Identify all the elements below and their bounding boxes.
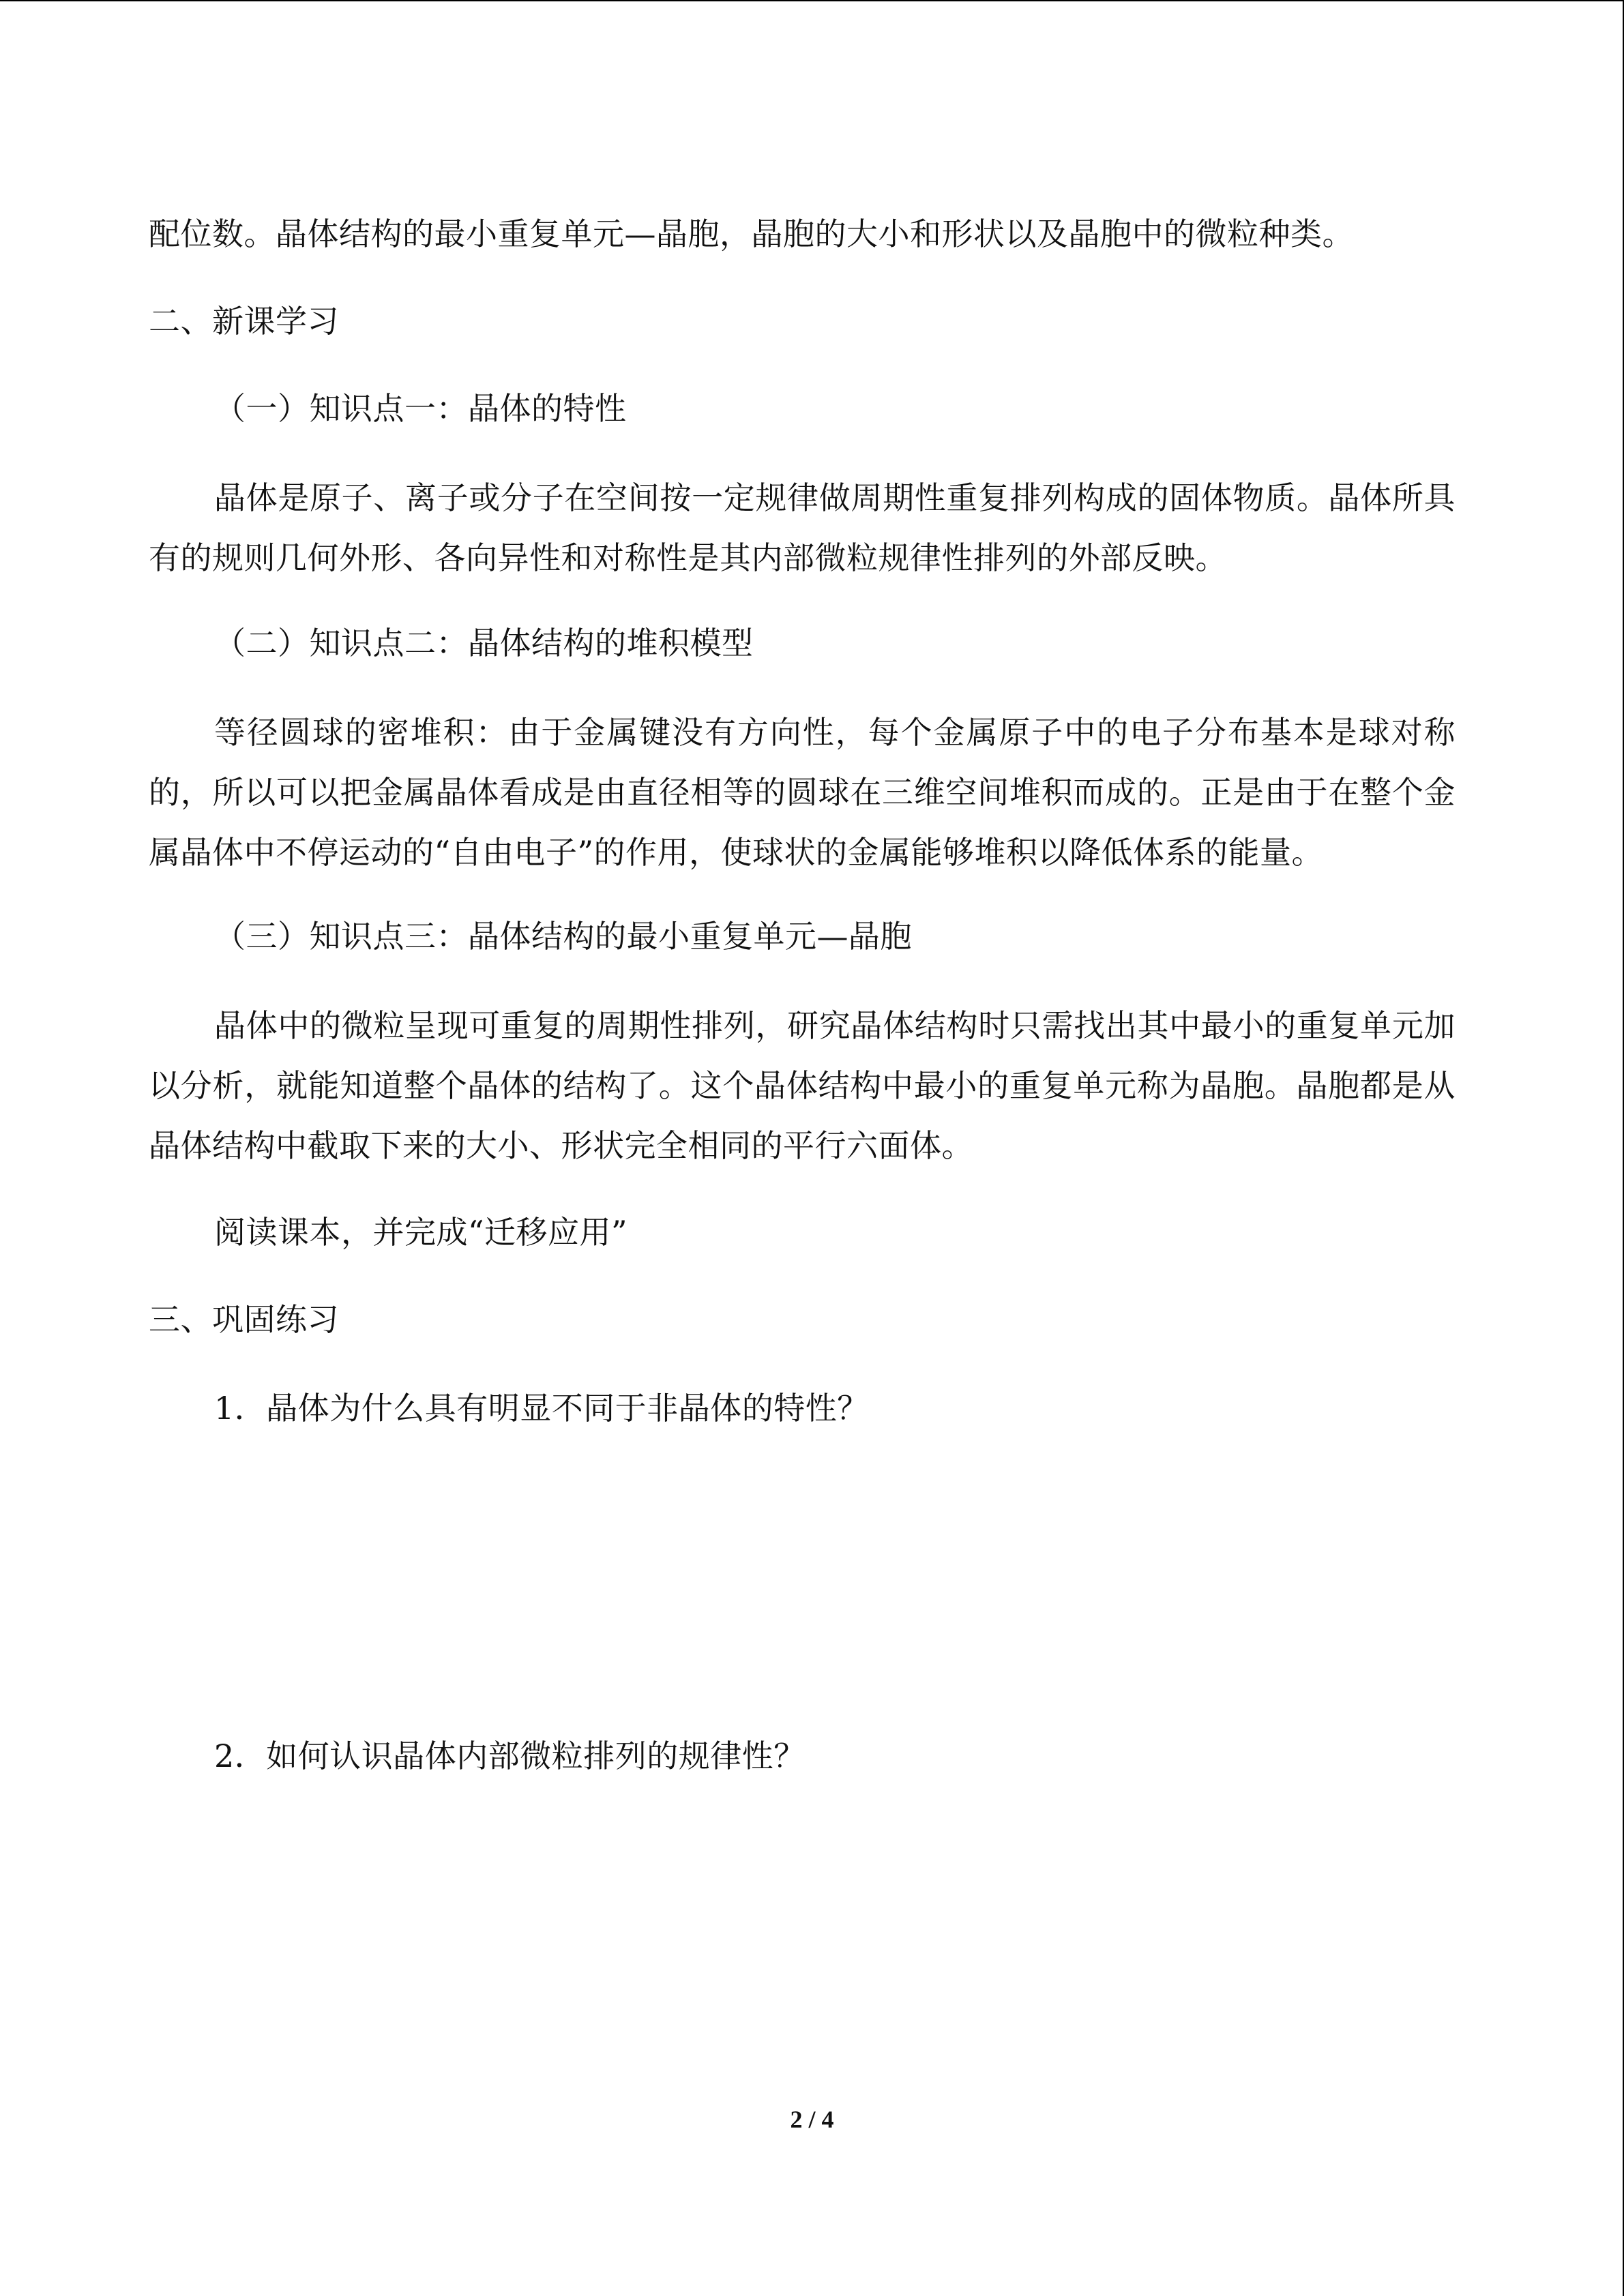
section-heading-new-lesson: 二、新课学习 (149, 303, 339, 340)
knowledge-point-2-paragraph: 等径圆球的密堆积：由于金属键没有方向性，每个金属原子中的电子分布基本是球对称的，所以可以把金属晶体看成是由直径相等的圆球在三维空间堆积而成的。正是由于在整个金属晶体中不停运动的“自由电子”的作用，使球状的金属能够堆积以降低体系的能量。 (149, 714, 1456, 871)
practice-question-1: 1．晶体为什么具有明显不同于非晶体的特性？ (214, 1390, 869, 1427)
knowledge-point-3-heading: （三）知识点三：晶体结构的最小重复单元—晶胞 (214, 918, 912, 955)
knowledge-point-1-paragraph: 晶体是原子、离子或分子在空间按一定规律做周期性重复排列构成的固体物质。晶体所具有的规则几何外形、各向异性和对称性是其内部微粒规律性排列的外部反映。 (149, 479, 1456, 576)
reading-task-text: 阅读课本，并完成“迁移应用” (214, 1214, 628, 1251)
section-heading-practice: 三、巩固练习 (149, 1301, 339, 1338)
practice-question-2: 2．如何认识晶体内部微粒排列的规律性？ (214, 1738, 806, 1774)
intro-tail-text: 配位数。晶体结构的最小重复单元—晶胞，晶胞的大小和形状以及晶胞中的微粒种类。 (149, 215, 1354, 252)
knowledge-point-2-heading: （二）知识点二：晶体结构的堆积模型 (214, 625, 754, 661)
knowledge-point-3-paragraph: 晶体中的微粒呈现可重复的周期性排列，研究晶体结构时只需找出其中最小的重复单元加以分析，就能知道整个晶体的结构了。这个晶体结构中最小的重复单元称为晶胞。晶胞都是从晶体结构中截取下来的大小、形状完全相同的平行六面体。 (149, 1007, 1456, 1164)
page-number: 2 / 4 (790, 2106, 834, 2133)
knowledge-point-1-heading: （一）知识点一：晶体的特性 (214, 390, 627, 427)
